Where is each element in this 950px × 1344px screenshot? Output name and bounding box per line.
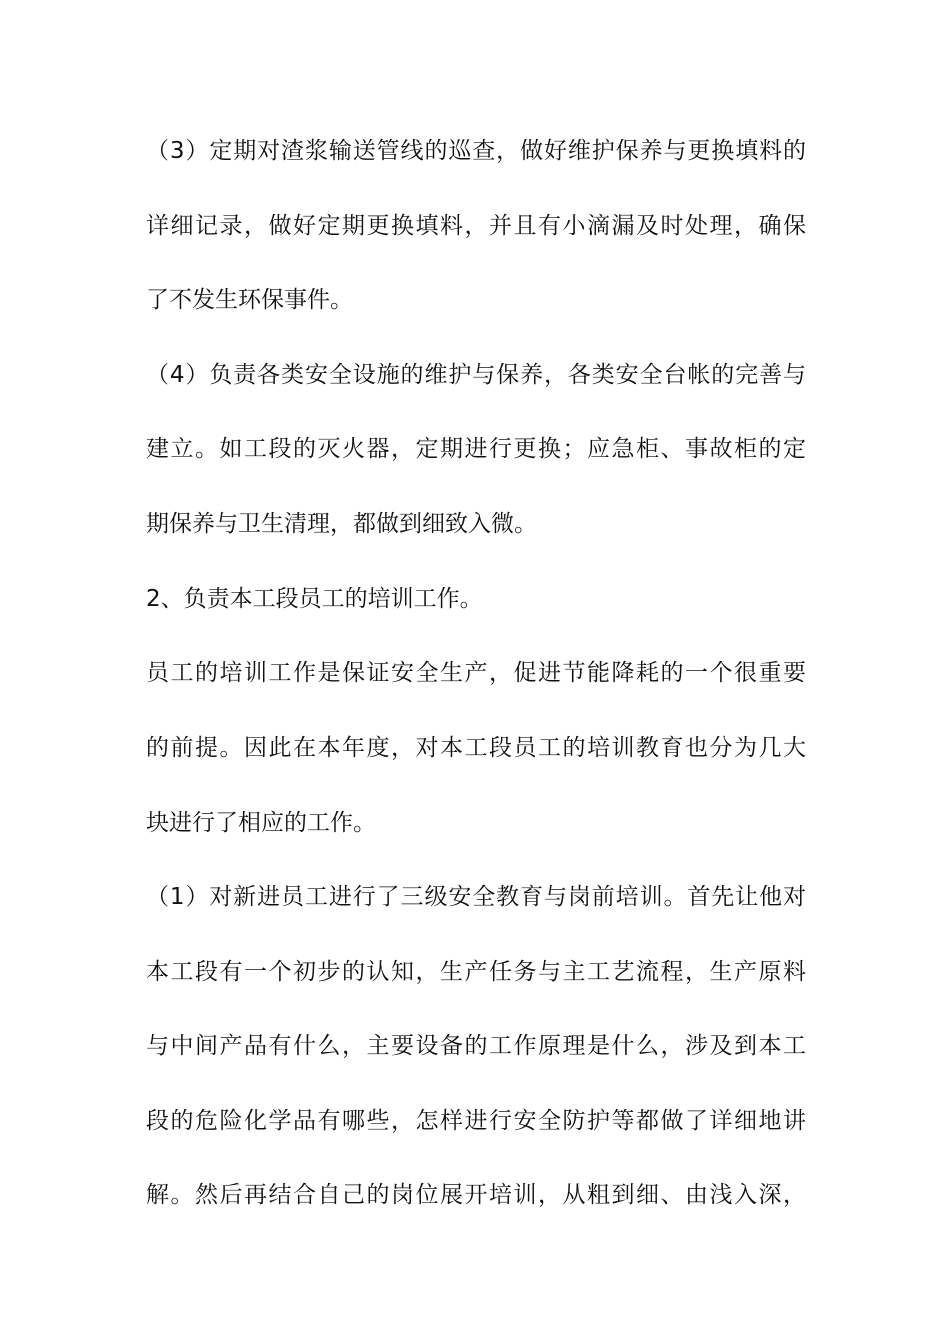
text-line: 建立。如工段的灭火器，定期进行更换；应急柜、事故柜的定 xyxy=(146,436,806,462)
text-line: 段的危险化学品有哪些，怎样进行安全防护等都做了详细地讲 xyxy=(146,1108,806,1134)
section-heading: 2、负责本工段员工的培训工作。 xyxy=(146,586,483,612)
text-line: （1）对新进员工进行了三级安全教育与岗前培训。首先让他对 xyxy=(146,884,806,910)
text-line: 与中间产品有什么，主要设备的工作原理是什么，涉及到本工 xyxy=(146,1033,806,1059)
text-line: （3）定期对渣浆输送管线的巡查，做好维护保养与更换填料的 xyxy=(146,138,806,164)
text-line: 本工段有一个初步的认知，生产任务与主工艺流程，生产原料 xyxy=(146,959,806,985)
text-line: 员工的培训工作是保证安全生产，促进节能降耗的一个很重要 xyxy=(146,660,806,686)
text-line: 的前提。因此在本年度，对本工段员工的培训教育也分为几大 xyxy=(146,735,806,761)
text-line: 了不发生环保事件。 xyxy=(146,287,353,313)
text-line: 解。然后再结合自己的岗位展开培训，从粗到细、由浅入深， xyxy=(146,1182,806,1208)
text-line: 期保养与卫生清理，都做到细致入微。 xyxy=(146,511,537,537)
text-line: 详细记录，做好定期更换填料，并且有小滴漏及时处理，确保 xyxy=(146,213,806,239)
text-line: 块进行了相应的工作。 xyxy=(146,810,376,836)
text-line: （4）负责各类安全设施的维护与保养，各类安全台帐的完善与 xyxy=(146,362,806,388)
